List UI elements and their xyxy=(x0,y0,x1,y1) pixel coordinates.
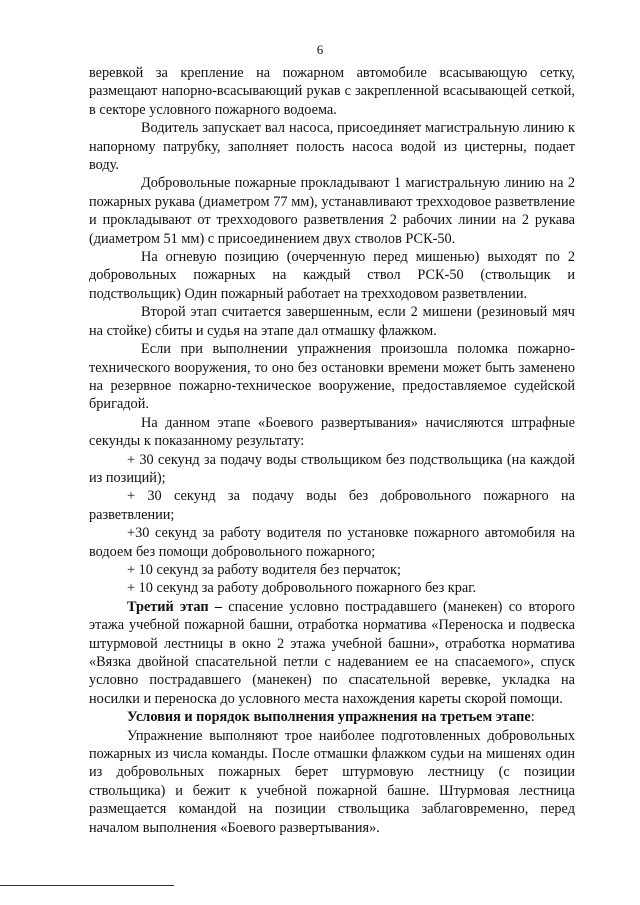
body-text xyxy=(89,64,575,837)
footnote-divider xyxy=(0,885,174,886)
paragraph-equipment-failure: Если при выполнении упражнения произошла поломка пожарно-технического вооружения, то оно без остановки времени может быть заменено на резервное пожарно-техническое вооружение, предоставляемое судейской бригадой. xyxy=(89,341,575,413)
stage-three-lead: Третий этап – xyxy=(127,598,223,615)
paragraph-stage-three-procedure: Упражнение выполняют трое наиболее подготовленных добровольных пожарных из числа команды. После отмашки флажком судьи на мишенях один из добровольных пожарных берет штурмовую лестницу (с позиции ствольщика) и бежит к учебной пожарной башне. Штурмовая лестница размещается командой на позиции ствольщика заблаговременно, перед началом выполнения «Боевого развертывания». xyxy=(89,727,575,836)
penalty-item: + 30 секунд за подачу воды ствольщиком без подствольщика (на каждой из позиций); xyxy=(89,451,575,486)
section-heading-text: Условия и порядок выполнения упражнения на третьем этапе xyxy=(127,709,531,726)
paragraph-fire-position: На огневую позицию (очерченную перед мишенью) выходят по 2 добровольных пожарных на каждый ствол РСК-50 (ствольщик и подствольщик) Один пожарный работает на трехходовом разветвлении. xyxy=(89,249,575,302)
paragraph-penalties-intro: На данном этапе «Боевого развертывания» начисляются штрафные секунды к показанному результату: xyxy=(89,414,575,450)
penalty-item: + 10 секунд за работу добровольного пожарного без краг. xyxy=(127,580,477,597)
stage-three-text: спасение условно пострадавшего (манекен) со второго этажа учебной пожарной башни, отработка норматива «Переноска и подвеска штурмовой лестницы в окно 2 этажа учебной башни», отработка норматива «Вязка двойной спасательной петли с надеванием ее на спасаемого», спуск условно пострадавшего (манекен) по спасательной веревке, укладка на носилки и переноска до условного места нахождения кареты скорой помощи. xyxy=(89,598,575,707)
section-heading xyxy=(89,708,575,726)
paragraph-continuation: веревкой за крепление на пожарном автомобиле всасывающую сетку, размещают напорно-всасывающий рукав с закрепленной всасывающей сеткой, в секторе условного пожарного водоема. xyxy=(89,65,575,118)
paragraph-driver-pump: Водитель запускает вал насоса, присоединяет магистральную линию к напорному патрубку, заполняет полость насоса водой из цистерны, подает воду. xyxy=(89,120,575,174)
section-heading-colon: : xyxy=(530,709,535,726)
page-number: 6 xyxy=(316,42,324,57)
paragraph-stage-complete: Второй этап считается завершенным, если 2 мишени (резиновый мяч на стойке) сбиты и судья на этапе дал отмашку флажком. xyxy=(89,304,575,339)
paragraph-hose-layout: Добровольные пожарные прокладывают 1 магистральную линию на 2 пожарных рукава (диаметром 77 мм), устанавливают трехходовое разветвление и прокладывают от трехходового разветвления 2 рабочих линии на 2 рукава (диаметром 51 мм) с присоединением двух стволов РСК-50. xyxy=(89,175,575,247)
penalty-item: + 30 секунд за подачу воды без добровольного пожарного на разветвлении; xyxy=(89,488,575,523)
paragraph-stage-three xyxy=(89,598,575,708)
penalty-item: +30 секунд за работу водителя по установке пожарного автомобиля на водоем без помощи добровольного пожарного; xyxy=(89,525,575,560)
penalty-item: + 10 секунд за работу водителя без перчаток; xyxy=(127,561,401,578)
